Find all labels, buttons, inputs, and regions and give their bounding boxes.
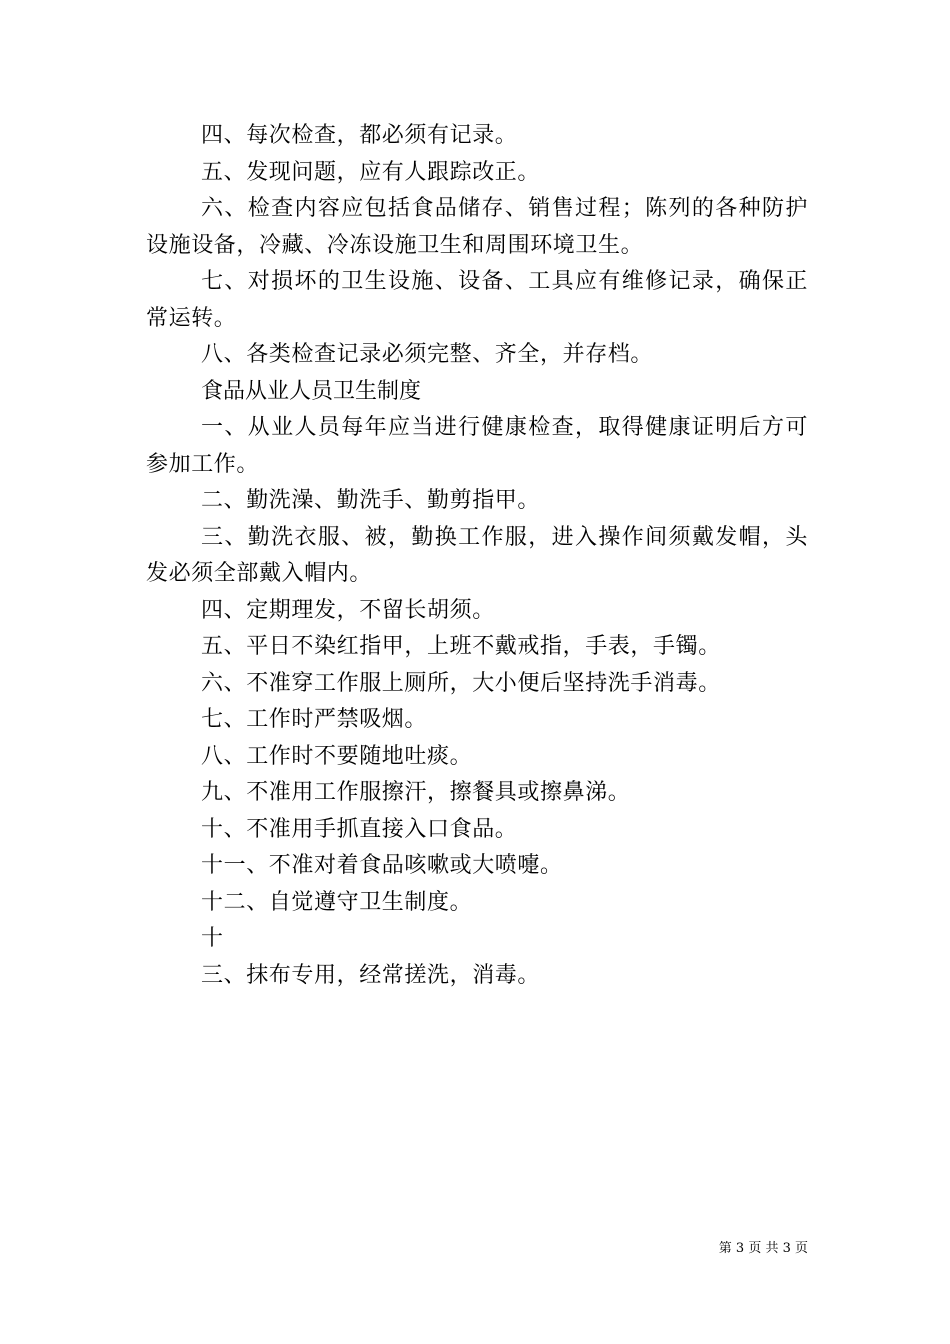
paragraph-rule-8: 八、各类检查记录必须完整、齐全，并存档。 bbox=[201, 342, 654, 367]
paragraph-rule-4: 四、每次检查，都必须有记录。 bbox=[201, 123, 518, 148]
paragraph-staff-rule-10: 十、不准用手抓直接入口食品。 bbox=[201, 816, 518, 842]
paragraph-rule-6: 六、检查内容应包括食品储存、销售过程；陈列的各种防护设施设备，冷藏、冷冻设施卫生和周围环境卫生。 bbox=[146, 196, 808, 258]
paragraph-rule-5: 五、发现问题，应有人跟踪改正。 bbox=[201, 159, 541, 185]
section-heading: 食品从业人员卫生制度 bbox=[201, 378, 422, 404]
paragraph-staff-rule-11: 十一、不准对着食品咳嗽或大喷嚏。 bbox=[201, 853, 563, 878]
paragraph-staff-rule-2: 二、勤洗澡、勤洗手、勤剪指甲。 bbox=[201, 488, 541, 513]
paragraph-staff-rule-13: 三、抹布专用，经常搓洗，消毒。 bbox=[201, 962, 541, 988]
paragraph-staff-rule-6: 六、不准穿工作服上厕所，大小便后坚持洗手消毒。 bbox=[201, 670, 721, 696]
document-body bbox=[146, 118, 808, 994]
paragraph-staff-rule-7: 七、工作时严禁吸烟。 bbox=[201, 707, 428, 732]
page-number: 第 3 页 共 3 页 bbox=[718, 1241, 808, 1256]
paragraph-staff-rule-3: 三、勤洗衣服、被，勤换工作服，进入操作间须戴发帽，头发必须全部戴入帽内。 bbox=[146, 524, 808, 586]
paragraph-fragment: 十 bbox=[201, 926, 224, 951]
paragraph-staff-rule-9: 九、不准用工作服擦汗，擦餐具或擦鼻涕。 bbox=[201, 780, 631, 805]
paragraph-staff-rule-4: 四、定期理发，不留长胡须。 bbox=[201, 597, 495, 623]
paragraph-rule-7: 七、对损坏的卫生设施、设备、工具应有维修记录，确保正常运转。 bbox=[146, 269, 808, 331]
paragraph-staff-rule-5: 五、平日不染红指甲，上班不戴戒指，手表，手镯。 bbox=[201, 634, 721, 659]
paragraph-staff-rule-12: 十二、自觉遵守卫生制度。 bbox=[201, 889, 473, 915]
paragraph-staff-rule-8: 八、工作时不要随地吐痰。 bbox=[201, 743, 473, 769]
paragraph-staff-rule-1: 一、从业人员每年应当进行健康检查，取得健康证明后方可参加工作。 bbox=[146, 415, 808, 477]
